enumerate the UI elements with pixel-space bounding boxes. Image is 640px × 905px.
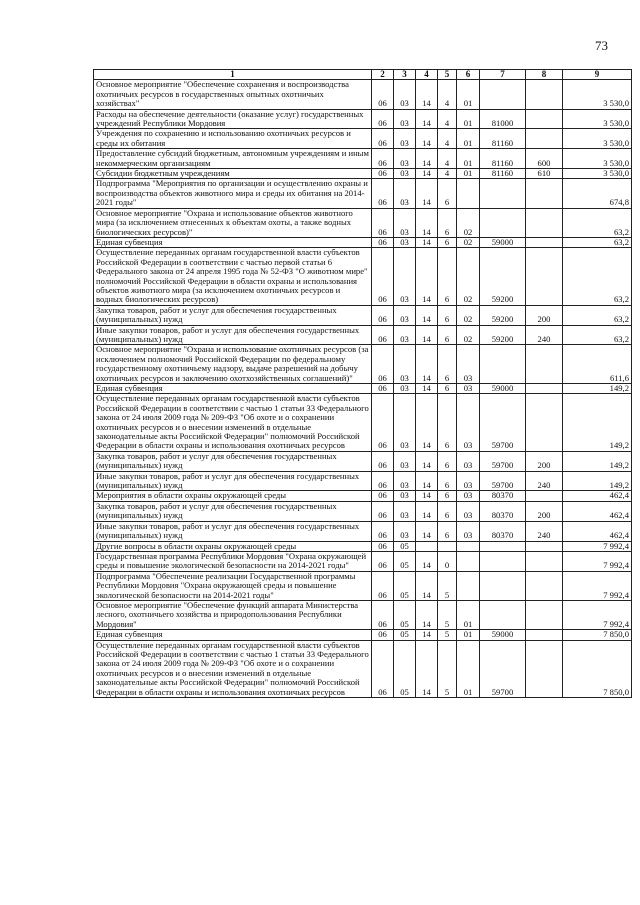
- code-cell-5: 4: [438, 109, 457, 129]
- code-cell-6: 03: [457, 394, 480, 451]
- code-cell-6: 03: [457, 345, 480, 384]
- code-cell-2: 06: [372, 384, 394, 394]
- code-cell-5: 5: [438, 571, 457, 600]
- table-row: [94, 571, 632, 600]
- code-cell-8: [526, 541, 563, 551]
- code-cell-8: 240: [526, 521, 563, 541]
- code-cell-2: 06: [372, 491, 394, 501]
- table-row: [94, 305, 632, 325]
- code-cell-3: 03: [394, 394, 416, 451]
- code-cell-6: 02: [457, 325, 480, 345]
- code-cell-3: 05: [394, 630, 416, 640]
- code-cell-7: [480, 345, 526, 384]
- code-cell-2: 06: [372, 541, 394, 551]
- code-cell-7: 59000: [480, 630, 526, 640]
- row-name-cell: Закупка товаров, работ и услуг для обеспечения государственных (муниципальных) нужд: [94, 501, 372, 521]
- amount-cell: 3 530,0: [563, 169, 632, 179]
- code-cell-3: 05: [394, 640, 416, 697]
- row-name-cell: Расходы на обеспечение деятельности (оказание услуг) государственных учреждений Республики Мордовия: [94, 109, 372, 129]
- table-row: [94, 600, 632, 629]
- table-row: [94, 169, 632, 179]
- budget-table: [93, 69, 632, 698]
- code-cell-6: 01: [457, 600, 480, 629]
- code-cell-8: [526, 248, 563, 305]
- code-cell-7: 81160: [480, 169, 526, 179]
- code-cell-4: 14: [416, 521, 438, 541]
- amount-cell: 7 850,0: [563, 630, 632, 640]
- code-cell-7: 59700: [480, 451, 526, 471]
- code-cell-6: [457, 551, 480, 571]
- code-cell-4: 14: [416, 600, 438, 629]
- code-cell-3: 03: [394, 491, 416, 501]
- code-cell-2: 06: [372, 149, 394, 169]
- code-cell-8: 200: [526, 501, 563, 521]
- table-row: [94, 179, 632, 208]
- code-cell-5: 4: [438, 129, 457, 149]
- code-cell-2: 06: [372, 179, 394, 208]
- row-name-cell: Другие вопросы в области охраны окружающей среды: [94, 541, 372, 551]
- code-cell-2: 06: [372, 208, 394, 237]
- code-cell-4: 14: [416, 571, 438, 600]
- code-cell-8: [526, 129, 563, 149]
- row-name-cell: Осуществление переданных органам государственной власти субъектов Российской Федерации в соответствии с частью первой статьи 6 Федерального закона от 24 апреля 1995 года № 52-ФЗ "О животном мире" полномочий Российской Федерации в области охраны и использования объектов животного мира (за исключением охотничьих ресурсов и водных биологических ресурсов): [94, 248, 372, 305]
- code-cell-4: 14: [416, 471, 438, 491]
- code-cell-4: [416, 541, 438, 551]
- amount-cell: 7 992,4: [563, 600, 632, 629]
- code-cell-3: 05: [394, 541, 416, 551]
- code-cell-3: 05: [394, 571, 416, 600]
- code-cell-5: 6: [438, 384, 457, 394]
- code-cell-5: 6: [438, 248, 457, 305]
- code-cell-8: 600: [526, 149, 563, 169]
- row-name-cell: Осуществление переданных органам государственной власти субъектов Российской Федерации в соответствии с частью 1 статьи 33 Федерального закона от 24 июля 2009 года № 209-ФЗ "Об охоте и о сохранении охотничьих ресурсов и о внесении изменений в отдельные законодательные акты Российской Федерации" полномочий Российской Федерации в области охраны и использования охотничьих ресурсов: [94, 640, 372, 697]
- code-cell-3: 05: [394, 600, 416, 629]
- code-cell-3: 03: [394, 451, 416, 471]
- code-cell-3: 03: [394, 109, 416, 129]
- code-cell-6: 03: [457, 471, 480, 491]
- code-cell-6: 03: [457, 521, 480, 541]
- code-cell-5: 6: [438, 451, 457, 471]
- code-cell-8: [526, 109, 563, 129]
- code-cell-3: 03: [394, 521, 416, 541]
- row-name-cell: Основное мероприятие "Охрана и использование охотничьих ресурсов (за исключением полномочий Российской Федерации по федеральному государственному охотничьему надзору, выдаче разрешений на добычу охотничьих ресурсов и заключению охотхозяйственных соглашений)": [94, 345, 372, 384]
- amount-cell: 611,6: [563, 345, 632, 384]
- code-cell-4: 14: [416, 305, 438, 325]
- header-cell: 7: [480, 70, 526, 80]
- code-cell-3: 03: [394, 169, 416, 179]
- code-cell-8: [526, 630, 563, 640]
- code-cell-3: 03: [394, 345, 416, 384]
- header-cell: 6: [457, 70, 480, 80]
- code-cell-6: 02: [457, 208, 480, 237]
- code-cell-7: [480, 541, 526, 551]
- code-cell-3: 03: [394, 384, 416, 394]
- code-cell-7: 59200: [480, 325, 526, 345]
- code-cell-4: 14: [416, 237, 438, 247]
- code-cell-4: 14: [416, 208, 438, 237]
- header-cell: 9: [563, 70, 632, 80]
- code-cell-6: 01: [457, 630, 480, 640]
- code-cell-4: 14: [416, 109, 438, 129]
- code-cell-5: 0: [438, 551, 457, 571]
- code-cell-4: 14: [416, 169, 438, 179]
- table-row: [94, 521, 632, 541]
- code-cell-8: [526, 80, 563, 109]
- amount-cell: 462,4: [563, 521, 632, 541]
- code-cell-4: 14: [416, 451, 438, 471]
- amount-cell: 63,2: [563, 248, 632, 305]
- code-cell-5: 6: [438, 501, 457, 521]
- amount-cell: 462,4: [563, 491, 632, 501]
- code-cell-5: 5: [438, 640, 457, 697]
- amount-cell: 149,2: [563, 471, 632, 491]
- code-cell-2: 06: [372, 451, 394, 471]
- table-row: [94, 208, 632, 237]
- code-cell-8: 200: [526, 451, 563, 471]
- table-row: [94, 345, 632, 384]
- amount-cell: 63,2: [563, 325, 632, 345]
- code-cell-4: 14: [416, 325, 438, 345]
- code-cell-8: [526, 600, 563, 629]
- code-cell-4: 14: [416, 630, 438, 640]
- code-cell-2: 06: [372, 237, 394, 247]
- amount-cell: 149,2: [563, 384, 632, 394]
- code-cell-4: 14: [416, 384, 438, 394]
- code-cell-6: 02: [457, 237, 480, 247]
- amount-cell: 3 530,0: [563, 129, 632, 149]
- amount-cell: 462,4: [563, 501, 632, 521]
- row-name-cell: Основное мероприятие "Охрана и использование объектов животного мира (за исключением отнесенных к объектам охоты, а также водных биологических ресурсов)": [94, 208, 372, 237]
- table-row: [94, 149, 632, 169]
- code-cell-6: 03: [457, 491, 480, 501]
- code-cell-3: 03: [394, 471, 416, 491]
- table-row: [94, 491, 632, 501]
- amount-cell: 7 850,0: [563, 640, 632, 697]
- code-cell-7: 80370: [480, 521, 526, 541]
- code-cell-8: [526, 571, 563, 600]
- code-cell-4: 14: [416, 179, 438, 208]
- code-cell-2: 06: [372, 501, 394, 521]
- code-cell-2: 06: [372, 248, 394, 305]
- table-row: [94, 541, 632, 551]
- code-cell-8: 610: [526, 169, 563, 179]
- code-cell-2: 06: [372, 551, 394, 571]
- code-cell-8: [526, 640, 563, 697]
- code-cell-2: 06: [372, 109, 394, 129]
- row-name-cell: Основное мероприятие "Обеспечение функций аппарата Министерства лесного, охотничьего хозяйства и природопользования Республики Мордовия": [94, 600, 372, 629]
- row-name-cell: Предоставление субсидий бюджетным, автономным учреждениям и иным некоммерческим организациям: [94, 149, 372, 169]
- table-row: [94, 80, 632, 109]
- code-cell-5: 6: [438, 305, 457, 325]
- code-cell-6: 03: [457, 384, 480, 394]
- row-name-cell: Осуществление переданных органам государственной власти субъектов Российской Федерации в соответствии с частью 1 статьи 33 Федерального закона от 24 июля 2009 года № 209-ФЗ "Об охоте и о сохранении охотничьих ресурсов и о внесении изменений в отдельные законодательные акты Российской Федерации" полномочий Российской Федерации в области охраны и использования охотничьих ресурсов: [94, 394, 372, 451]
- code-cell-7: [480, 571, 526, 600]
- row-name-cell: Закупка товаров, работ и услуг для обеспечения государственных (муниципальных) нужд: [94, 451, 372, 471]
- code-cell-6: 01: [457, 640, 480, 697]
- code-cell-5: 5: [438, 630, 457, 640]
- code-cell-4: 14: [416, 491, 438, 501]
- code-cell-6: 02: [457, 305, 480, 325]
- code-cell-3: 03: [394, 325, 416, 345]
- row-name-cell: Подпрограмма "Обеспечение реализации Государственной программы Республики Мордовия "Охрана окружающей среды и повышение экологической безопасности на 2014-2021 годы": [94, 571, 372, 600]
- code-cell-5: 4: [438, 80, 457, 109]
- code-cell-7: 59200: [480, 305, 526, 325]
- code-cell-8: [526, 179, 563, 208]
- code-cell-3: 03: [394, 208, 416, 237]
- code-cell-7: 80370: [480, 501, 526, 521]
- table-row: [94, 237, 632, 247]
- amount-cell: 63,2: [563, 208, 632, 237]
- code-cell-3: 03: [394, 501, 416, 521]
- code-cell-5: 6: [438, 237, 457, 247]
- table-row: [94, 325, 632, 345]
- code-cell-5: 6: [438, 491, 457, 501]
- row-name-cell: Субсидии бюджетным учреждениям: [94, 169, 372, 179]
- code-cell-2: 06: [372, 305, 394, 325]
- code-cell-4: 14: [416, 248, 438, 305]
- table-row: [94, 248, 632, 305]
- table-row: [94, 640, 632, 697]
- row-name-cell: Иные закупки товаров, работ и услуг для обеспечения государственных (муниципальных) нужд: [94, 471, 372, 491]
- code-cell-5: 6: [438, 325, 457, 345]
- code-cell-8: [526, 491, 563, 501]
- code-cell-7: 59000: [480, 237, 526, 247]
- code-cell-8: [526, 394, 563, 451]
- code-cell-8: 240: [526, 471, 563, 491]
- amount-cell: 3 530,0: [563, 80, 632, 109]
- row-name-cell: Мероприятия в области охраны окружающей среды: [94, 491, 372, 501]
- code-cell-6: [457, 179, 480, 208]
- code-cell-2: 06: [372, 600, 394, 629]
- code-cell-6: 02: [457, 248, 480, 305]
- code-cell-5: 6: [438, 208, 457, 237]
- amount-cell: 3 530,0: [563, 149, 632, 169]
- code-cell-7: 59700: [480, 394, 526, 451]
- code-cell-8: 200: [526, 305, 563, 325]
- code-cell-5: 6: [438, 345, 457, 384]
- code-cell-5: 4: [438, 149, 457, 169]
- code-cell-2: 06: [372, 394, 394, 451]
- code-cell-3: 03: [394, 179, 416, 208]
- table-row: [94, 451, 632, 471]
- header-cell: 2: [372, 70, 394, 80]
- header-cell: 3: [394, 70, 416, 80]
- row-name-cell: Единая субвенция: [94, 384, 372, 394]
- code-cell-8: [526, 237, 563, 247]
- code-cell-2: 06: [372, 640, 394, 697]
- code-cell-8: [526, 345, 563, 384]
- code-cell-4: 14: [416, 551, 438, 571]
- amount-cell: 63,2: [563, 305, 632, 325]
- table-row: [94, 384, 632, 394]
- code-cell-2: 06: [372, 471, 394, 491]
- code-cell-2: 06: [372, 571, 394, 600]
- code-cell-7: 81160: [480, 149, 526, 169]
- code-cell-5: 5: [438, 600, 457, 629]
- code-cell-4: 14: [416, 129, 438, 149]
- code-cell-3: 03: [394, 149, 416, 169]
- code-cell-6: [457, 571, 480, 600]
- code-cell-2: 06: [372, 325, 394, 345]
- row-name-cell: Основное мероприятие "Обеспечение сохранения и воспроизводства охотничьих ресурсов в государственных опытных охотничьих хозяйствах": [94, 80, 372, 109]
- code-cell-7: 59200: [480, 248, 526, 305]
- code-cell-5: [438, 541, 457, 551]
- code-cell-6: 01: [457, 149, 480, 169]
- code-cell-3: 03: [394, 305, 416, 325]
- code-cell-7: 81160: [480, 129, 526, 149]
- code-cell-7: [480, 551, 526, 571]
- code-cell-3: 03: [394, 248, 416, 305]
- code-cell-3: 03: [394, 80, 416, 109]
- amount-cell: 3 530,0: [563, 109, 632, 129]
- header-cell: 5: [438, 70, 457, 80]
- code-cell-7: 59000: [480, 384, 526, 394]
- code-cell-5: 6: [438, 179, 457, 208]
- code-cell-2: 06: [372, 80, 394, 109]
- code-cell-6: 03: [457, 501, 480, 521]
- amount-cell: 7 992,4: [563, 571, 632, 600]
- amount-cell: 7 992,4: [563, 551, 632, 571]
- table-row: [94, 630, 632, 640]
- header-cell: 8: [526, 70, 563, 80]
- code-cell-2: 06: [372, 521, 394, 541]
- code-cell-6: 01: [457, 109, 480, 129]
- code-cell-6: [457, 541, 480, 551]
- row-name-cell: Единая субвенция: [94, 237, 372, 247]
- code-cell-3: 05: [394, 551, 416, 571]
- table-header-row: [94, 70, 632, 80]
- amount-cell: 7 992,4: [563, 541, 632, 551]
- row-name-cell: Иные закупки товаров, работ и услуг для обеспечения государственных (муниципальных) нужд: [94, 521, 372, 541]
- row-name-cell: Государственная программа Республики Мордовия "Охрана окружающей среды и повышение экологической безопасности на 2014-2021 годы": [94, 551, 372, 571]
- table-row: [94, 501, 632, 521]
- code-cell-8: [526, 551, 563, 571]
- code-cell-7: [480, 600, 526, 629]
- code-cell-8: 240: [526, 325, 563, 345]
- header-cell: 4: [416, 70, 438, 80]
- table-row: [94, 471, 632, 491]
- table-row: [94, 394, 632, 451]
- code-cell-2: 06: [372, 129, 394, 149]
- code-cell-5: 6: [438, 471, 457, 491]
- code-cell-7: 59700: [480, 471, 526, 491]
- code-cell-2: 06: [372, 345, 394, 384]
- amount-cell: 149,2: [563, 451, 632, 471]
- row-name-cell: Единая субвенция: [94, 630, 372, 640]
- code-cell-8: [526, 384, 563, 394]
- code-cell-6: 03: [457, 451, 480, 471]
- code-cell-5: 6: [438, 521, 457, 541]
- budget-table-body: [94, 70, 632, 698]
- row-name-cell: Иные закупки товаров, работ и услуг для обеспечения государственных (муниципальных) нужд: [94, 325, 372, 345]
- code-cell-3: 03: [394, 237, 416, 247]
- code-cell-4: 14: [416, 394, 438, 451]
- code-cell-4: 14: [416, 149, 438, 169]
- code-cell-6: 01: [457, 80, 480, 109]
- code-cell-4: 14: [416, 501, 438, 521]
- code-cell-4: 14: [416, 80, 438, 109]
- table-row: [94, 129, 632, 149]
- code-cell-6: 01: [457, 169, 480, 179]
- header-cell: 1: [94, 70, 372, 80]
- code-cell-4: 14: [416, 640, 438, 697]
- code-cell-5: 4: [438, 169, 457, 179]
- code-cell-3: 03: [394, 129, 416, 149]
- code-cell-7: 81000: [480, 109, 526, 129]
- code-cell-5: 6: [438, 394, 457, 451]
- amount-cell: 674,8: [563, 179, 632, 208]
- code-cell-6: 01: [457, 129, 480, 149]
- code-cell-8: [526, 208, 563, 237]
- page-number: 73: [595, 38, 608, 53]
- code-cell-7: 80370: [480, 491, 526, 501]
- code-cell-7: 59700: [480, 640, 526, 697]
- code-cell-2: 06: [372, 630, 394, 640]
- code-cell-7: [480, 80, 526, 109]
- amount-cell: 149,2: [563, 394, 632, 451]
- row-name-cell: Закупка товаров, работ и услуг для обеспечения государственных (муниципальных) нужд: [94, 305, 372, 325]
- code-cell-4: 14: [416, 345, 438, 384]
- table-row: [94, 551, 632, 571]
- code-cell-7: [480, 208, 526, 237]
- table-row: [94, 109, 632, 129]
- row-name-cell: Подпрограмма "Мероприятия по организации и осуществлению охраны и воспроизводства объектов животного мира и среды их обитания на 2014-2021 годы": [94, 179, 372, 208]
- code-cell-7: [480, 179, 526, 208]
- code-cell-2: 06: [372, 169, 394, 179]
- row-name-cell: Учреждения по сохранению и использованию охотничьих ресурсов и среды их обитания: [94, 129, 372, 149]
- amount-cell: 63,2: [563, 237, 632, 247]
